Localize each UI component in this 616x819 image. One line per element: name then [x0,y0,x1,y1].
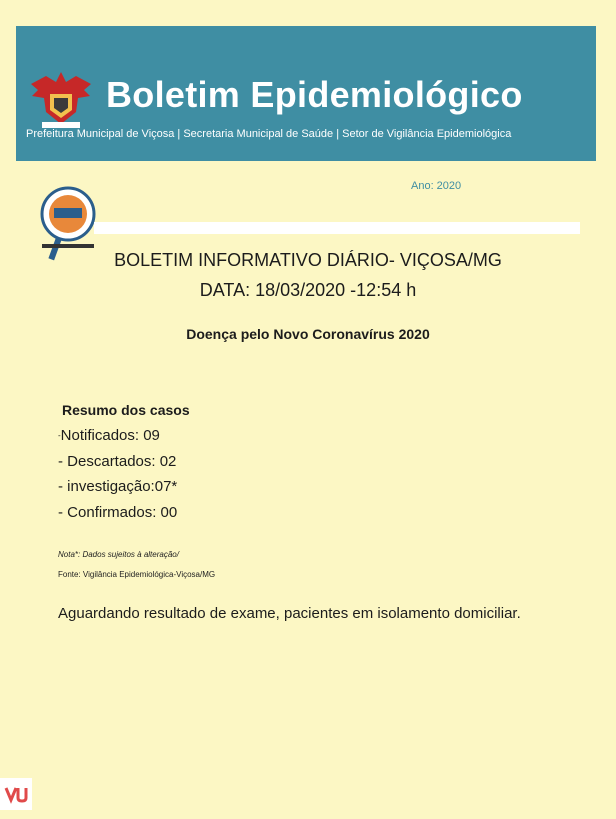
bulletin-date: DATA: 18/03/2020 -12:54 h [199,280,417,300]
year-label: Ano: 2020 [411,180,462,192]
source-text: Fonte: Vigilância Epidemiológica-Viçosa/MG [58,570,216,579]
watermark-logo-icon [0,778,32,810]
disease-heading: Doença pelo Novo Coronavírus 2020 [186,326,430,342]
list-item: -Notificados: 09 [58,427,160,444]
list-item: - investigação:07* [58,478,178,495]
case-summary-list [58,426,177,528]
list-item: - Descartados: 02 [58,452,177,470]
status-text: Aguardando resultado de exame, pacientes em isolamento domiciliar. [58,605,521,622]
header-banner [16,26,596,161]
list-item: - Confirmados: 00 [58,503,178,521]
note-text: Nota*: Dados sujeitos à alteração/ [58,550,179,559]
divider [94,222,580,234]
bulletin-title: BOLETIM INFORMATIVO DIÁRIO- VIÇOSA/MG [114,250,502,270]
crest-icon [26,66,96,136]
summary-title: Resumo dos casos [62,402,190,418]
header-subtitle: Prefeitura Municipal de Viçosa | Secretaria Municipal de Saúde | Setor de Vigilância Epidemiológica [26,128,512,140]
header-title: Boletim Epidemiológico [106,74,523,115]
